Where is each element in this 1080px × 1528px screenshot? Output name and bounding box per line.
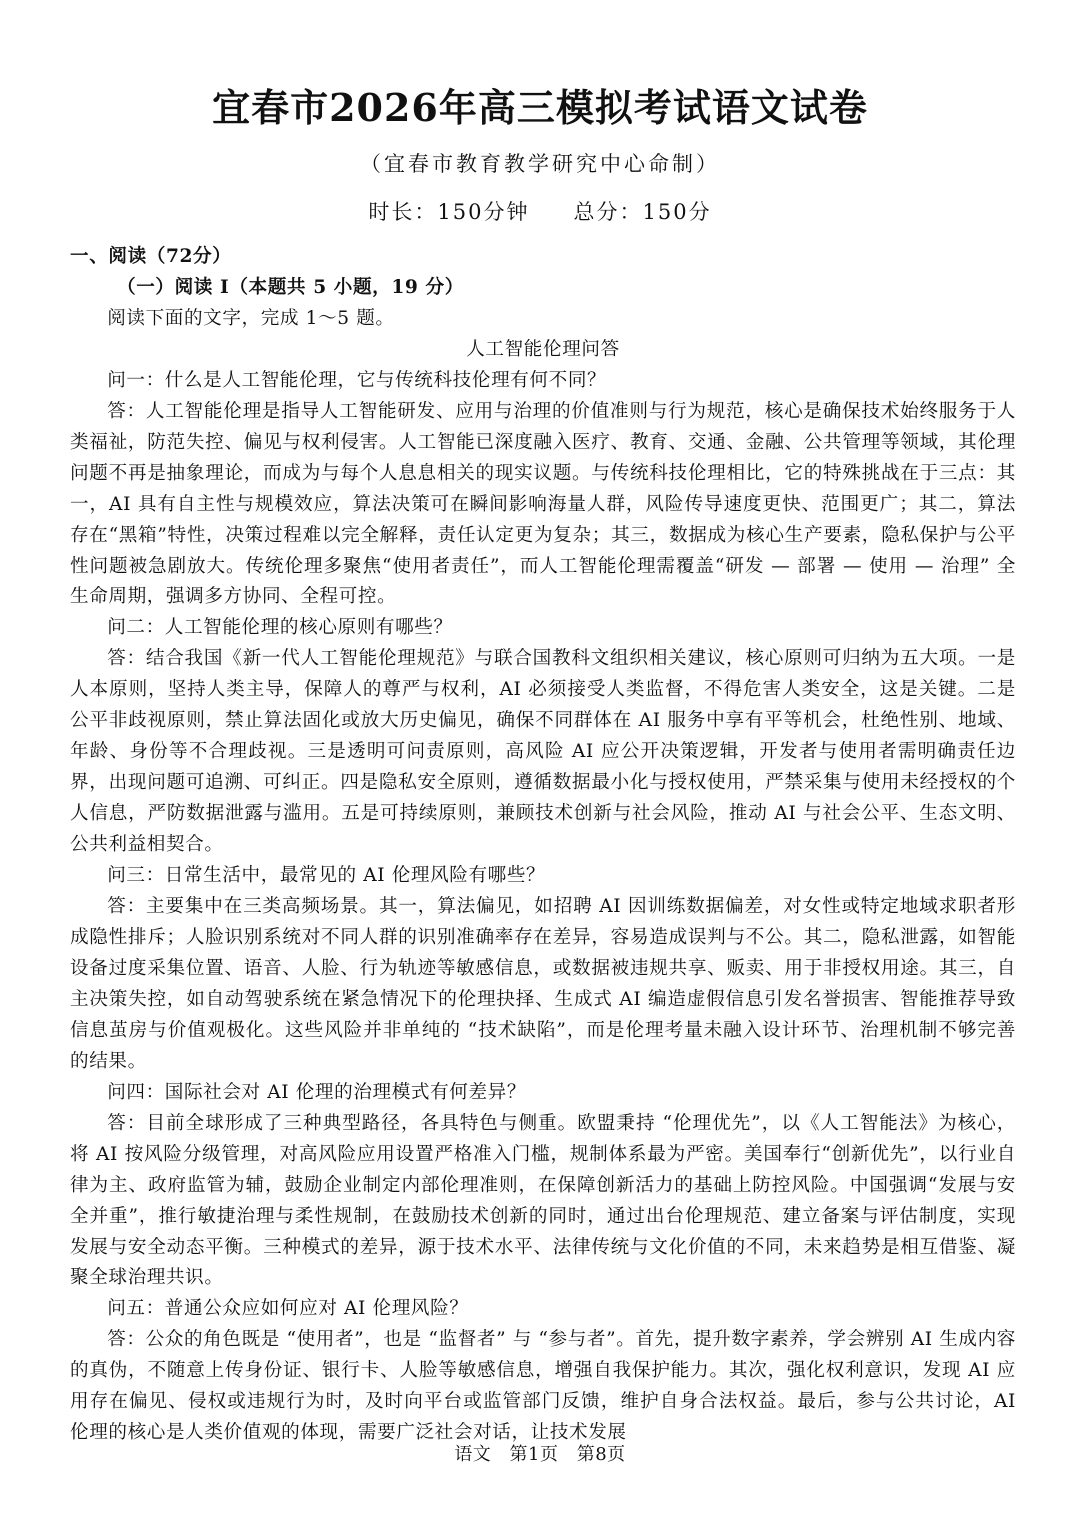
question-1: 问一：什么是人工智能伦理，它与传统科技伦理有何不同？ (107, 369, 607, 391)
answer-2: 答：结合我国《新一代人工智能伦理规范》与联合国教科文组织相关建议，核心原则可归纳为五大项。一是人本原则，坚持人类主导，保障人的尊严与权利，AI 必须接受人类监督，不得危害人类安全，这是关键。二是公平非歧视原则，禁止算法固化或放大历史偏见，确保不同群体在 AI 服务中享有平等机会，杜绝性别、地域、年龄、身份等不合理歧视。三是透明可问责原则，高风险 AI 应公开决策逻辑，开发者与使用者需明确责任边界，出现问题可追溯、可纠正。四是隐私安全原则，遵循数据最小化与授权使用，严禁采集与使用未经授权的个人信息，严防数据泄露与滥用。五是可持续原则，兼顾技术创新与社会风险，推动 AI 与社会公平、生态文明、公共利益相契合。 (70, 648, 1016, 856)
page-footer (0, 1440, 1080, 1470)
question-3: 问三：日常生活中，最常见的 AI 伦理风险有哪些？ (107, 865, 546, 887)
exam-title: 宜春市2026年高三模拟考试语文试卷 (212, 85, 868, 130)
answer-3: 答：主要集中在三类高频场景。其一，算法偏见，如招聘 AI 因训练数据偏差，对女性或特定地域求职者形成隐性排斥；人脸识别系统对不同人群的识别准确率存在差异，容易造成误判与不公。其二，隐私泄露，如智能设备过度采集位置、语音、人脸、行为轨迹等敏感信息，或数据被违规共享、贩卖、用于非授权用途。其三，自主决策失控，如自动驾驶系统在紧急情况下的伦理抉择、生成式 AI 编造虚假信息引发名誉损害、智能推荐导致信息茧房与价值观极化。这些风险并非单纯的 “技术缺陷”，而是伦理考量未融入设计环节、治理机制不够完善的结果。 (70, 896, 1016, 1072)
answer-5: 答：公众的角色既是 “使用者”，也是 “监督者” 与 “参与者”。首先，提升数字素养，学会辨别 AI 生成内容的真伪，不随意上传身份证、银行卡、人脸等敏感信息，增强自我保护能力。其次，强化权利意识，发现 AI 应用存在偏见、侵权或违规行为时，及时向平台或监管部门反馈，维护自身合法权益。最后，参与公共讨论，AI 伦理的核心是人类价值观的体现，需要广泛社会对话，让技术发展 (70, 1329, 1016, 1444)
question-4: 问四：国际社会对 AI 伦理的治理模式有何差异？ (107, 1081, 527, 1103)
section-heading: 一、阅读（72分） (70, 246, 232, 267)
footer-subject: 语文 (454, 1444, 492, 1465)
footer-total-pages: 第8页 (576, 1444, 626, 1465)
footer-page-number: 第1页 (509, 1444, 559, 1465)
reading-instruction: 阅读下面的文字，完成 1～5 题。 (107, 307, 395, 329)
total-score-text: 总分：150分 (573, 200, 712, 224)
answer-4: 答：目前全球形成了三种典型路径，各具特色与侧重。欧盟秉持 “伦理优先”，以《人工智能法》为核心，将 AI 按风险分级管理，对高风险应用设置严格准入门槛，规制体系最为严密。美国奉行“创新优先”，以行业自律为主、政府监管为辅，鼓励企业制定内部伦理准则，在保障创新活力的基础上防控风险。中国强调“发展与安全并重”，推行敏捷治理与柔性规制，在鼓励技术创新的同时，通过出台伦理规范、建立备案与评估制度，实现发展与安全动态平衡。三种模式的差异，源于技术水平、法律传统与文化价值的不同，未来趋势是相互借鉴、凝聚全球治理共识。 (70, 1112, 1016, 1289)
article-title: 人工智能伦理问答 (466, 338, 620, 360)
exam-subtitle: （宜春市教育教学研究中心命制） (360, 152, 720, 176)
exam-body (70, 242, 1016, 1449)
subsection-heading: （一）阅读 I（本题共 5 小题，19 分） (117, 276, 464, 298)
question-5: 问五：普通公众应如何应对 AI 伦理风险？ (107, 1298, 469, 1320)
question-2: 问二：人工智能伦理的核心原则有哪些？ (107, 617, 453, 639)
exam-meta (0, 194, 1080, 230)
answer-1: 答：人工智能伦理是指导人工智能研发、应用与治理的价值准则与行为规范，核心是确保技术始终服务于人类福祉，防范失控、偏见与权利侵害。人工智能已深度融入医疗、教育、交通、金融、公共管理等领域，其伦理问题不再是抽象理论，而成为与每个人息息相关的现实议题。与传统科技伦理相比，它的特殊挑战在于三点：其一，AI 具有自主性与规模效应，算法决策可在瞬间影响海量人群，风险传导速度更快、范围更广；其二，算法存在“黑箱”特性，决策过程难以完全解释，责任认定更为复杂；其三，数据成为核心生产要素，隐私保护与公平性问题被急剧放大。传统伦理多聚焦“使用者责任”，而人工智能伦理需覆盖“研发 — 部署 — 使用 — 治理” 全生命周期，强调多方协同、全程可控。 (70, 400, 1016, 608)
duration-text: 时长：150分钟 (368, 200, 530, 224)
